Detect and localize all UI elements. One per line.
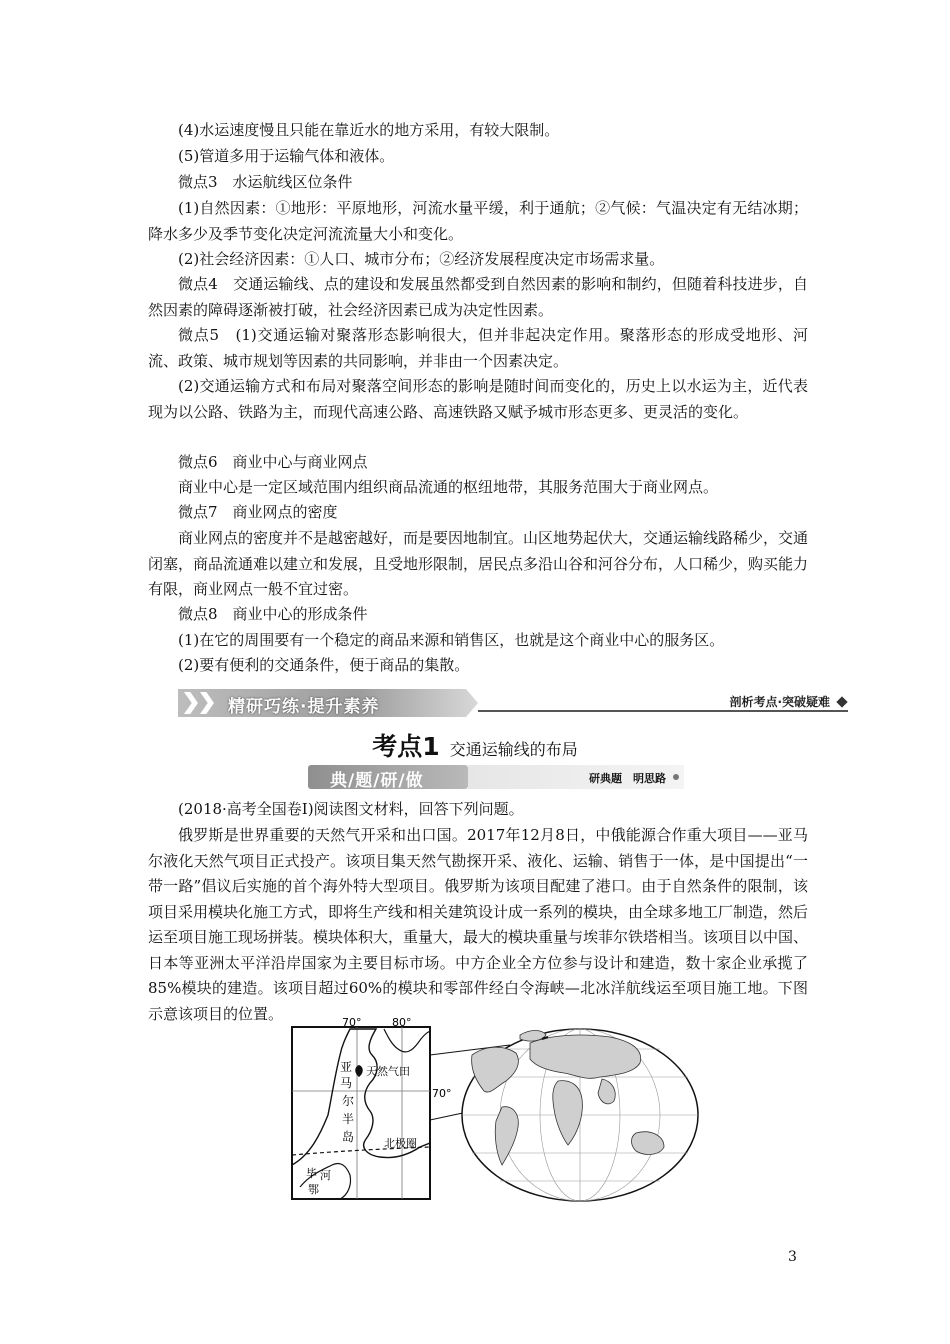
topic-subtitle: 交通运输线的布局 <box>449 740 578 759</box>
location-map-figure <box>280 1015 700 1205</box>
paragraph-transport-layout: (2)交通运输方式和布局对聚落空间形态的影响是随时间而变化的，历史上以水运为主，近代表现为以公路、铁路为主，而现代高速公路、高速铁路又赋予城市形态更多、更灵活的变化。 <box>148 377 808 421</box>
peninsula-char-4: 半 <box>342 1112 355 1126</box>
heading-micro-8: 微点8 商业中心的形成条件 <box>178 605 368 623</box>
peninsula-char-1: 亚 <box>340 1060 353 1074</box>
question-source: (2018·高考全国卷Ⅰ)阅读图文材料，回答下列问题。 <box>178 800 524 818</box>
paragraph-condition-1: (1)在它的周围要有一个稳定的商品来源和销售区，也就是这个商业中心的服务区。 <box>178 631 725 649</box>
peninsula-label <box>340 1060 354 1144</box>
banner-title: 精研巧练·提升素养 <box>228 697 380 717</box>
example-bar-tail <box>468 765 684 789</box>
topic-heading <box>0 727 950 763</box>
banner-divider <box>478 710 848 712</box>
gas-field-label: 天然气田 <box>366 1065 410 1078</box>
river-char-2: 河 <box>320 1169 331 1182</box>
example-label-pill <box>308 765 468 789</box>
heading-micro-7: 微点7 商业网点的密度 <box>178 503 338 521</box>
page-number: 3 <box>788 1249 797 1265</box>
arctic-circle-label: 北极圈 <box>384 1137 417 1150</box>
heading-micro-3: 微点3 水运航线区位条件 <box>178 173 353 191</box>
diamond-icon <box>836 696 847 707</box>
section-banner <box>178 689 848 717</box>
topic-number: 考点1 <box>372 732 440 761</box>
paragraph-micro-5: 微点5 (1)交通运输对聚落形态影响很大，但并非起决定作用。聚落形态的形成受地形、河流、政策、城市规划等因素的共同影响，并非由一个因素决定。 <box>148 326 808 370</box>
paragraph-pipeline: (5)管道多用于运输气体和液体。 <box>178 147 395 165</box>
paragraph-water-speed: (4)水运速度慢且只能在靠近水的地方采用，有较大限制。 <box>178 121 560 139</box>
paragraph-socioeconomic: (2)社会经济因素：①人口、城市分布；②经济发展程度决定市场需求量。 <box>178 250 665 268</box>
lon-label-80: 80° <box>392 1016 412 1029</box>
paragraph-condition-2: (2)要有便利的交通条件，便于商品的集散。 <box>178 656 470 674</box>
paragraph-micro-4: 微点4 交通运输线、点的建设和发展虽然都受到自然因素的影响和制约，但随着科技进步，自然因素的障碍逐渐被打破，社会经济因素已成为决定性因素。 <box>148 275 808 319</box>
paragraph-commercial-center: 商业中心是一定区域范围内组织商品流通的枢纽地带，其服务范围大于商业网点。 <box>178 478 719 496</box>
lon-label-70: 70° <box>342 1016 362 1029</box>
peninsula-char-5: 岛 <box>342 1130 355 1144</box>
lat-label-70: 70° <box>432 1087 452 1100</box>
question-material: 俄罗斯是世界重要的天然气开采和出口国。2017年12月8日，中俄能源合作重大项目——亚马尔液化天然气项目正式投产。该项目集天然气勘探开采、液化、运输、销售于一体，是中国提出“一带一路”倡议后实施的首个海外特大型项目。俄罗斯为该项目配建了港口。由于自然条件的限制，该项目采用模块化施工方式，即将生产线和相关建筑设计成一系列的模块，由全球多地工厂制造，然后运至项目施工现场拼装。模块体积大，重量大，最大的模块重量与埃菲尔铁塔相当。该项目以中国、日本等亚洲太平洋沿岸国家为主要目标市场。中方企业全方位参与设计和建造，数十家企业承揽了85%模块的建造。该项目超过60%的模块和零部件经白令海峡—北冰洋航线运至项目施工地。下图示意该项目的位置。 <box>148 826 809 1023</box>
example-label: 典/题/研/做 <box>330 771 424 791</box>
heading-micro-6: 微点6 商业中心与商业网点 <box>178 453 368 471</box>
peninsula-char-2: 马 <box>340 1076 353 1090</box>
dot-icon <box>673 774 679 780</box>
paragraph-natural-factors: (1)自然因素：①地形：平原地形，河流水量平缓，利于通航；②气候：气温决定有无结冰期；降水多少及季节变化决定河流流量大小和变化。 <box>148 199 808 243</box>
paragraph-network-density: 商业网点的密度并不是越密越好，而是要因地制宜。山区地势起伏大，交通运输线路稀少，交通闭塞，商品流通难以建立和发展，且受地形限制，居民点多沿山谷和河谷分布，人口稀少，购买能力有限，商业网点一般不宜过密。 <box>148 529 809 598</box>
peninsula-char-3: 尔 <box>342 1094 355 1108</box>
banner-subtitle: 剖析考点·突破疑难 <box>729 695 830 709</box>
river-char-1: 毕 <box>306 1167 317 1180</box>
example-bar <box>308 765 684 789</box>
example-bar-subtitle: 研典题 明思路 <box>589 772 666 785</box>
river-char-3: 鄂 <box>308 1183 319 1196</box>
